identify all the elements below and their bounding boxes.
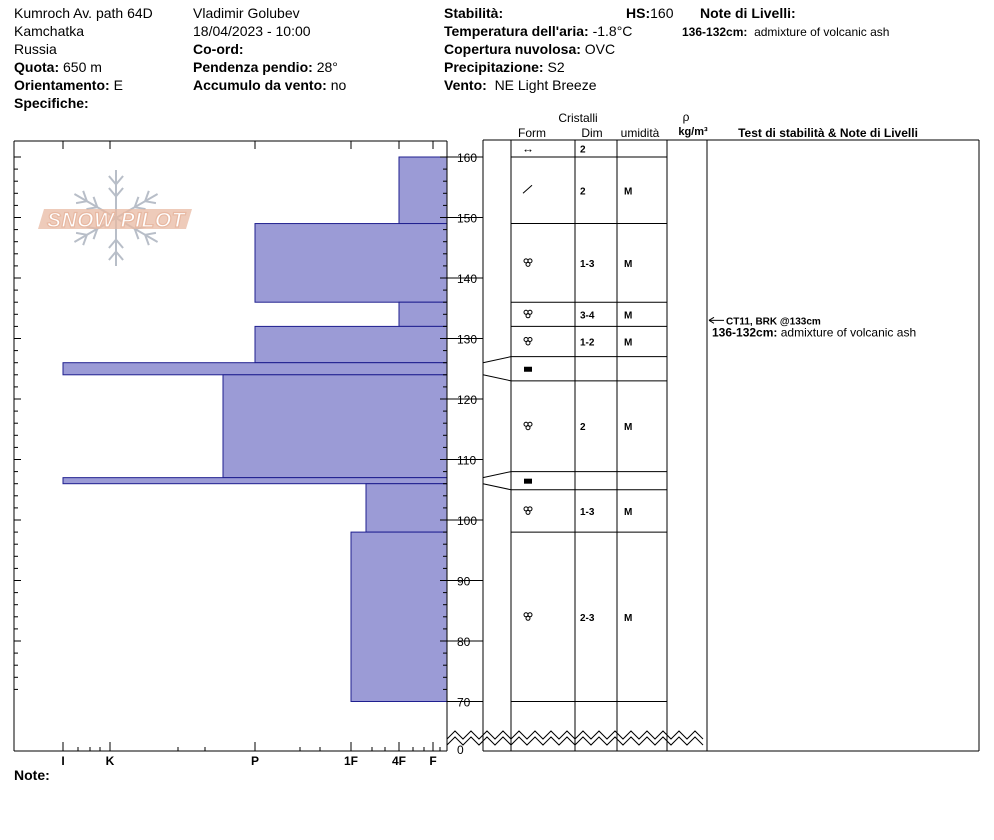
header-layer-note-text: admixture of volcanic ash: [754, 25, 890, 39]
col-density-unit: kg/m³: [678, 126, 708, 138]
layer-connector-2: [483, 472, 511, 478]
form-lobe: [526, 616, 530, 620]
hardness-bar-4: [63, 363, 447, 375]
flake-branch: [109, 176, 116, 184]
layer-connector-1: [483, 375, 511, 381]
col-form: Form: [518, 126, 546, 140]
flake-branch: [116, 176, 123, 184]
hardness-bar-5: [223, 375, 447, 478]
flake-branch: [109, 252, 116, 260]
y-tick-label-130: 130: [457, 332, 478, 347]
wind-loading-label: Accumulo da vento:: [193, 77, 327, 93]
hardness-bar-7: [366, 484, 447, 532]
slope-value: 28°: [316, 59, 338, 75]
y-tick-label-90: 90: [457, 574, 471, 589]
form-lobe: [526, 314, 530, 318]
flake-branch: [116, 188, 123, 196]
logo-text: SNOW PILOT: [47, 209, 185, 232]
layer-connector-3: [483, 484, 511, 490]
y-tick-label-110: 110: [457, 453, 477, 468]
location: Kumroch Av. path 64D: [14, 5, 153, 21]
y-tick-label-120: 120: [457, 393, 478, 407]
stability-label: Stabilità:: [444, 5, 504, 21]
hardness-bar-6: [63, 478, 447, 484]
precip-value: S2: [547, 59, 565, 75]
dim-0: 2: [580, 144, 586, 156]
form-symbol-1: [523, 185, 532, 193]
y-tick-label-0: 0: [457, 743, 464, 757]
y-tick-label-140: 140: [457, 272, 478, 286]
flake-branch: [109, 188, 116, 196]
flake-branch: [145, 201, 156, 203]
slope-label: Pendenza pendio:: [193, 59, 313, 75]
flake-branch: [145, 233, 156, 235]
hs-label: HS:: [626, 5, 651, 21]
form-symbol-6: [524, 422, 532, 430]
col-crystals: Cristalli: [558, 111, 598, 125]
aspect-value: E: [113, 77, 123, 93]
x-tick-label-1F: 1F: [343, 754, 359, 768]
hardness-bar-2: [399, 302, 447, 326]
layer-note-0: [712, 325, 916, 339]
moisture-2: M: [624, 258, 633, 270]
moisture-6: M: [624, 422, 633, 434]
air-temp-label: Temperatura dell'aria:: [444, 23, 589, 39]
layer-notes-label: Note di Livelli:: [700, 5, 796, 21]
x-tick-label-4F: 4F: [391, 754, 407, 768]
y-tick-label-100: 100: [457, 514, 478, 528]
dim-8: 1-3: [580, 506, 595, 518]
header-layer-note-range: 136-132cm:: [682, 25, 748, 39]
hardness-bar-1: [255, 224, 447, 303]
moisture-9: M: [624, 612, 633, 624]
flake-branch: [109, 240, 116, 248]
form-symbol-4: [524, 338, 532, 346]
form-lobe: [526, 341, 530, 345]
form-lobe: [526, 510, 530, 514]
cloud-label: Copertura nuvolosa:: [444, 41, 581, 57]
dim-9: 2-3: [580, 612, 595, 624]
dim-4: 1-2: [580, 337, 595, 349]
dim-1: 2: [580, 186, 586, 198]
form-lobe: [526, 426, 530, 430]
col-rho: ρ: [682, 110, 690, 124]
flake-branch: [116, 240, 123, 248]
cloud-value: OVC: [584, 41, 616, 57]
y-tick-label-70: 70: [457, 695, 471, 710]
specifics-label: Specifiche:: [14, 95, 89, 111]
air-temp-value: -1.8°C: [592, 23, 633, 39]
y-tick-label-80: 80: [457, 635, 471, 649]
coord-label: Co-ord:: [193, 41, 244, 57]
elevation-value: 650 m: [63, 59, 102, 75]
form-symbol-7: [524, 479, 532, 484]
moisture-8: M: [624, 506, 633, 518]
layer-connector-0: [483, 357, 511, 363]
wind-label: Vento:: [444, 77, 487, 93]
dim-2: 1-3: [580, 258, 595, 270]
hardness-bar-0: [399, 157, 447, 224]
dim-6: 2: [580, 422, 586, 434]
form-symbol-8: [524, 507, 532, 515]
y-tick-label-150: 150: [457, 211, 478, 226]
notes-label: Note:: [14, 767, 50, 783]
layer-note-range: 136-132cm:: [712, 325, 781, 340]
col-moisture: umidità: [620, 126, 660, 140]
hs-value: 160: [650, 5, 674, 21]
hardness-bar-3: [255, 326, 447, 362]
layer-note-text: admixture of volcanic ash: [780, 325, 917, 340]
aspect-label: Orientamento:: [14, 77, 110, 93]
dim-3: 3-4: [580, 310, 595, 322]
flake-branch: [76, 233, 87, 235]
y-tick-label-160: 160: [457, 151, 478, 165]
form-symbol-5: [524, 367, 532, 372]
form-lobe: [526, 262, 530, 266]
form-symbol-2: [524, 259, 532, 267]
region: Kamchatka: [14, 23, 85, 39]
x-tick-label-P: P: [250, 754, 260, 768]
flake-branch: [116, 252, 123, 260]
moisture-1: M: [624, 186, 633, 198]
x-tick-label-K: K: [105, 754, 115, 768]
wind-loading-value: no: [330, 77, 347, 93]
stability-test-label-0: CT11, BRK @133cm: [726, 316, 821, 328]
hardness-bar-8: [351, 532, 447, 701]
wind-value: NE Light Breeze: [494, 77, 597, 93]
moisture-3: M: [624, 310, 633, 322]
snow-pilot-logo: [38, 170, 192, 266]
flake-branch: [76, 201, 87, 203]
col-dim: Dim: [581, 126, 603, 140]
x-tick-label-F: F: [429, 754, 437, 768]
observer: Vladimir Golubev: [193, 5, 300, 21]
form-symbol-3: [524, 310, 532, 318]
form-symbol-0: ↔: [522, 141, 534, 156]
moisture-4: M: [624, 337, 633, 349]
elevation-label: Quota:: [14, 59, 60, 75]
country: Russia: [14, 41, 57, 57]
datetime: 18/04/2023 - 10:00: [193, 23, 311, 39]
form-symbol-9: [524, 613, 532, 621]
x-tick-label-I: I: [61, 754, 65, 768]
precip-label: Precipitazione:: [444, 59, 544, 75]
col-tests: Test di stabilità & Note di Livelli: [738, 126, 918, 140]
